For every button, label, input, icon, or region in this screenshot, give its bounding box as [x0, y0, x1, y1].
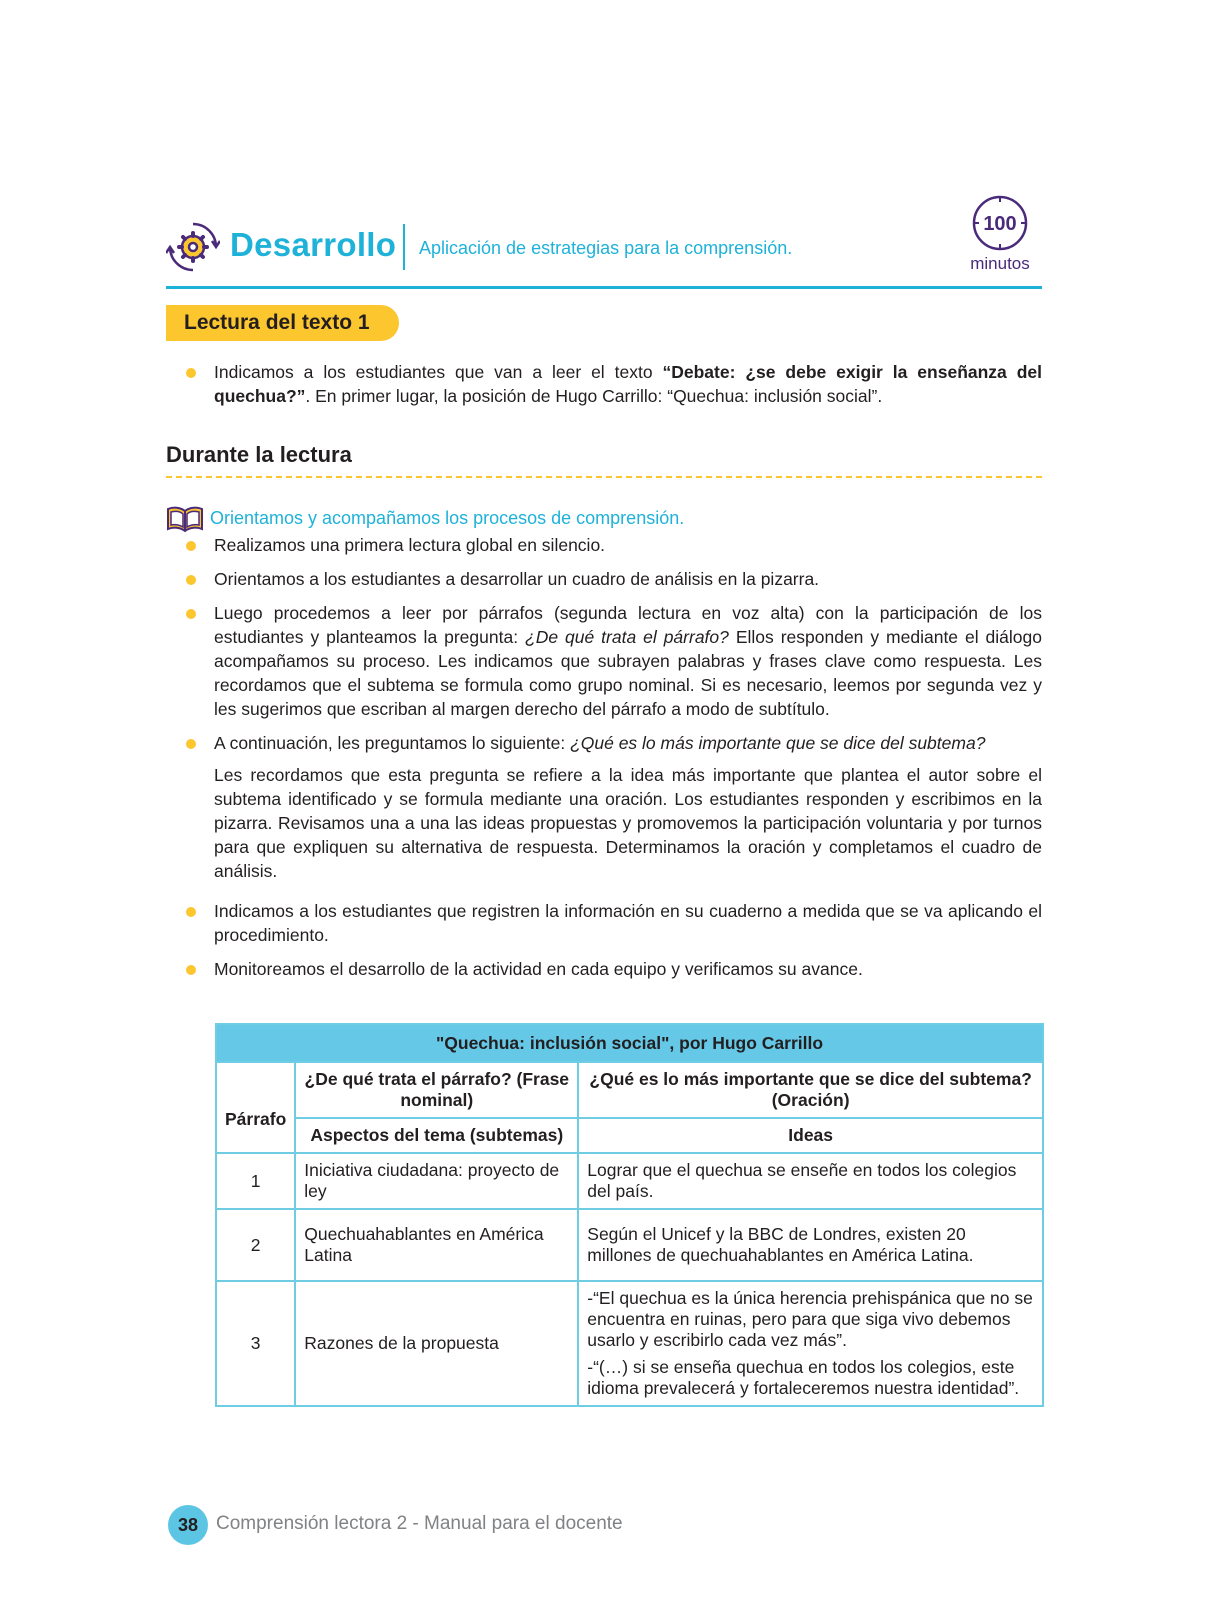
row-idea-cell: [578, 1281, 1043, 1406]
row-number: 3: [216, 1281, 295, 1406]
table-row: [216, 1209, 1043, 1281]
bullet-question: ¿De qué trata el párrafo?: [525, 627, 729, 647]
orient-text: Orientamos y acompañamos los procesos de comprensión.: [210, 508, 685, 528]
intro-text: Indicamos a los estudiantes que van a leer el texto: [214, 362, 663, 382]
intro-text-end: . En primer lugar, la posición de Hugo Carrillo: “Quechua: inclusión social”.: [305, 386, 883, 406]
badge-label: Lectura del texto 1: [184, 311, 370, 334]
list-item: [186, 533, 1042, 557]
row-number: 2: [216, 1209, 295, 1281]
dashed-divider: [166, 476, 1042, 478]
list-item: [186, 899, 1042, 947]
bullet-text: Monitoreamos el desarrollo de la actividad en cada equipo y verificamos su avance.: [214, 959, 863, 979]
open-book-icon: [166, 505, 204, 533]
col-header-ideas: Ideas: [578, 1118, 1043, 1153]
list-item: [186, 601, 1042, 721]
row-idea: Según el Unicef y la BBC de Londres, existen 20 millones de quechuahablantes en América Latina.: [578, 1209, 1043, 1281]
page-number: 38: [168, 1505, 208, 1545]
gear-cycle-icon: [166, 220, 220, 274]
header-underline: [166, 286, 1042, 289]
timer-value: 100: [983, 213, 1017, 235]
bullet-text: Indicamos a los estudiantes que registren la información en su cuaderno a medida que se va aplicando el procedimiento.: [214, 901, 1042, 945]
intro-title: “Debate: ¿se debe exigir la enseñanza del quechua?”: [214, 362, 1042, 406]
bullet-text: Orientamos a los estudiantes a desarrollar un cuadro de análisis en la pizarra.: [214, 569, 820, 589]
row-idea: -“El quechua es la única herencia prehispánica que no se encuentra en ruinas, pero para que siga vivo debemos usarlo y escribirlo cada vez más”.: [587, 1288, 1033, 1350]
clock-icon: [971, 194, 1029, 252]
list-item: [186, 957, 1042, 981]
row-subtema: Iniciativa ciudadana: proyecto de ley: [295, 1153, 578, 1209]
bullet-text: Realizamos una primera lectura global en silencio.: [214, 535, 606, 555]
list-item: [186, 360, 1042, 408]
bullet-paragraph: Les recordamos que esta pregunta se refiere a la idea más importante que plantea el autor sobre el subtema identificado y se formula mediante una oración. Los estudiantes responden y escribimos en la pizarra. Revisamos una a una las ideas propuestas y promovemos la participación voluntaria y por turnos para que expliquen su alternativa de respuesta. Determinamos la oración y completamos el cuadro de análisis.: [214, 765, 1042, 881]
col-header-parrafo: Párrafo: [216, 1062, 295, 1153]
table-row: [216, 1153, 1043, 1209]
list-item: [186, 731, 1042, 883]
row-idea-2: -“(…) si se enseña quechua en todos los colegios, este idioma prevalecerá y fortaleceremos nuestra identidad”.: [587, 1357, 1020, 1398]
col-header-question-2: ¿Qué es lo más importante que se dice del subtema? (Oración): [578, 1062, 1043, 1118]
section-subtitle: Aplicación de estrategias para la comprensión.: [419, 238, 793, 258]
timer-unit: minutos: [970, 254, 1030, 273]
bullet-question: ¿Qué es lo más importante que se dice del subtema?: [570, 733, 986, 753]
row-number: 1: [216, 1153, 295, 1209]
reading-badge: [166, 305, 399, 341]
table-caption: "Quechua: inclusión social", por Hugo Carrillo: [216, 1024, 1043, 1062]
row-idea: Lograr que el quechua se enseñe en todos los colegios del país.: [578, 1153, 1043, 1209]
list-item: [186, 567, 1042, 591]
bullet-text-end: Ellos responden y mediante el diálogo acompañamos su proceso. Les indicamos que subrayen palabras y frases clave como respuesta. Les recordamos que el subtema se formula como grupo nominal. Si es necesario, leemos por segunda vez y les sugerimos que escriban al margen derecho del párrafo a modo de subtítulo.: [214, 627, 1042, 719]
col-header-question-1: ¿De qué trata el párrafo? (Frase nominal): [295, 1062, 578, 1118]
analysis-table: [215, 1023, 1044, 1407]
section-title: Desarrollo: [230, 226, 397, 263]
row-subtema: Quechuahablantes en América Latina: [295, 1209, 578, 1281]
bullet-text: A continuación, les preguntamos lo siguiente:: [214, 733, 571, 753]
col-header-subtemas: Aspectos del tema (subtemas): [295, 1118, 578, 1153]
header-divider: [403, 224, 405, 270]
bullet-text: Luego procedemos a leer por párrafos (segunda lectura en voz alta) con la participación de los estudiantes y planteamos la pregunta:: [214, 603, 1042, 647]
during-heading: Durante la lectura: [166, 442, 352, 467]
timer: [960, 194, 1040, 274]
footer-title: Comprensión lectora 2 - Manual para el docente: [216, 1513, 623, 1534]
intro-list: [186, 360, 1042, 408]
table-row: [216, 1281, 1043, 1406]
row-subtema: Razones de la propuesta: [295, 1281, 578, 1406]
procedure-list: [186, 533, 1042, 981]
section-header: [166, 214, 1042, 286]
